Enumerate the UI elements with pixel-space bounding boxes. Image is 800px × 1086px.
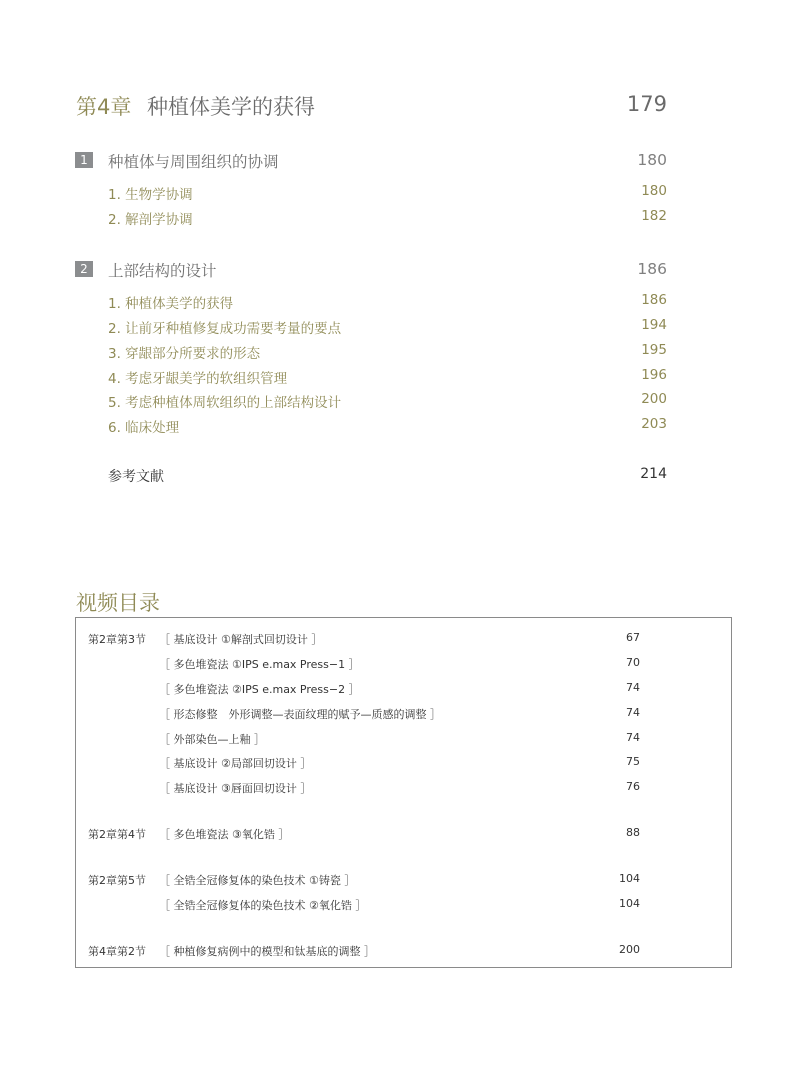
video-entry-page: 74 <box>626 731 640 744</box>
section-page-number: 186 <box>637 260 667 278</box>
video-toc-title: 视频目录 <box>76 591 160 615</box>
toc-item-title: 1. 生物学协调 <box>108 187 193 203</box>
video-entry-title: ［ 基底设计 ③唇面回切设计 ］ <box>159 782 312 795</box>
video-entry-page: 70 <box>626 656 640 669</box>
section-page-number: 180 <box>637 151 667 169</box>
video-entry-title: ［ 多色堆瓷法 ③氧化锆 ］ <box>159 828 290 841</box>
video-entry-page: 88 <box>626 826 640 839</box>
chapter-page-number: 179 <box>626 92 667 116</box>
video-entry-title: ［ 多色堆瓷法 ①IPS e.max Press−1 ］ <box>159 658 360 671</box>
video-entry-title: ［ 基底设计 ①解剖式回切设计 ］ <box>159 633 323 646</box>
toc-item-title: 5. 考虑种植体周软组织的上部结构设计 <box>108 395 342 411</box>
video-entry-page: 200 <box>619 943 640 956</box>
toc-item-title: 6. 临床处理 <box>108 420 180 436</box>
video-entry-page: 76 <box>626 780 640 793</box>
toc-item-page: 194 <box>641 317 667 333</box>
video-entry-title: ［ 形态修整 外形调整—表面纹理的赋予—质感的调整 ］ <box>159 708 441 721</box>
references-title: 参考文献 <box>108 469 164 485</box>
chapter-label: 第4章 <box>76 95 132 119</box>
video-entry-page: 104 <box>619 897 640 910</box>
toc-item-page: 203 <box>641 416 667 432</box>
toc-item-page: 186 <box>641 292 667 308</box>
video-entry-page: 74 <box>626 706 640 719</box>
section-number-badge: 1 <box>75 152 93 168</box>
toc-item-page: 195 <box>641 342 667 358</box>
video-section-label: 第2章第5节 <box>88 874 146 887</box>
video-section-label: 第2章第4节 <box>88 828 146 841</box>
toc-item-title: 4. 考虑牙龈美学的软组织管理 <box>108 371 288 387</box>
toc-item-page: 180 <box>641 183 667 199</box>
toc-item-page: 196 <box>641 367 667 383</box>
toc-item-page: 182 <box>641 208 667 224</box>
toc-item-page: 200 <box>641 391 667 407</box>
video-entry-title: ［ 多色堆瓷法 ②IPS e.max Press−2 ］ <box>159 683 360 696</box>
toc-item-title: 3. 穿龈部分所要求的形态 <box>108 346 261 362</box>
video-entry-page: 104 <box>619 872 640 885</box>
video-section-label: 第2章第3节 <box>88 633 146 646</box>
video-entry-page: 67 <box>626 631 640 644</box>
video-entry-title: ［ 全锆全冠修复体的染色技术 ①铸瓷 ］ <box>159 874 356 887</box>
chapter-title: 种植体美学的获得 <box>147 95 315 119</box>
toc-item-title: 1. 种植体美学的获得 <box>108 296 234 312</box>
section-title: 种植体与周围组织的协调 <box>108 153 279 171</box>
video-entry-title: ［ 外部染色—上釉 ］ <box>159 733 265 746</box>
section-title: 上部结构的设计 <box>108 262 217 280</box>
video-entry-title: ［ 基底设计 ②局部回切设计 ］ <box>159 757 312 770</box>
toc-item-title: 2. 让前牙种植修复成功需要考量的要点 <box>108 321 342 337</box>
video-entry-title: ［ 全锆全冠修复体的染色技术 ②氧化锆 ］ <box>159 899 367 912</box>
video-entry-page: 74 <box>626 681 640 694</box>
video-entry-page: 75 <box>626 755 640 768</box>
section-number-badge: 2 <box>75 261 93 277</box>
references-page-number: 214 <box>640 466 667 482</box>
toc-item-title: 2. 解剖学协调 <box>108 212 193 228</box>
video-entry-title: ［ 种植修复病例中的模型和钛基底的调整 ］ <box>159 945 375 958</box>
video-section-label: 第4章第2节 <box>88 945 146 958</box>
